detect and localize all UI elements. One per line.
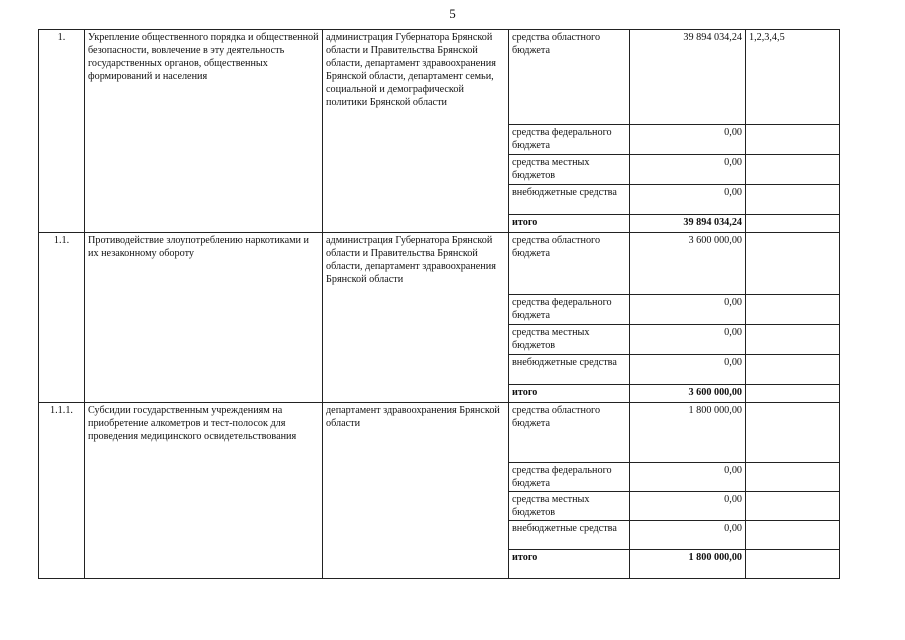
item-number: 1.: [39, 30, 85, 233]
funding-note: [746, 215, 840, 233]
funding-amount: 0,00: [630, 463, 746, 492]
funding-source: внебюджетные средства: [509, 185, 630, 215]
item-executor: департамент здравоохранения Брянской области: [323, 403, 509, 579]
funding-source: средства федерального бюджета: [509, 125, 630, 155]
funding-amount: 39 894 034,24: [630, 30, 746, 125]
funding-note: [746, 385, 840, 403]
funding-amount: 39 894 034,24: [630, 215, 746, 233]
funding-source: внебюджетные средства: [509, 355, 630, 385]
item-title: Субсидии государственным учреждениям на приобретение алкометров и тест-полосок для проведения медицинского освидетельствования: [85, 403, 323, 579]
funding-note: [746, 550, 840, 579]
funding-amount: 3 600 000,00: [630, 233, 746, 295]
funding-note: [746, 185, 840, 215]
funding-amount: 1 800 000,00: [630, 550, 746, 579]
item-number: 1.1.: [39, 233, 85, 403]
item-title: Укрепление общественного порядка и общественной безопасности, вовлечение в эту деятельность государственных органов, общественных формирований и населения: [85, 30, 323, 233]
item-executor: администрация Губернатора Брянской области и Правительства Брянской области, департамент здравоохранения Брянской области: [323, 233, 509, 403]
item-number: 1.1.1.: [39, 403, 85, 579]
budget-table: [38, 29, 840, 579]
funding-note: [746, 295, 840, 325]
page-number: 5: [449, 6, 456, 21]
funding-note: [746, 155, 840, 185]
funding-note: [746, 125, 840, 155]
funding-note: [746, 403, 840, 463]
funding-amount: 0,00: [630, 325, 746, 355]
funding-amount: 0,00: [630, 521, 746, 550]
funding-source: средства федерального бюджета: [509, 463, 630, 492]
funding-source: средства областного бюджета: [509, 30, 630, 125]
item-executor: администрация Губернатора Брянской области и Правительства Брянской области, департамент здравоохранения Брянской области, департамент семьи, социальной и демографической политики Брянской области: [323, 30, 509, 233]
funding-amount: 0,00: [630, 125, 746, 155]
funding-source: средства местных бюджетов: [509, 155, 630, 185]
item-title: Противодействие злоупотреблению наркотиками и их незаконному обороту: [85, 233, 323, 403]
funding-amount: 3 600 000,00: [630, 385, 746, 403]
funding-source: средства федерального бюджета: [509, 295, 630, 325]
funding-amount: 0,00: [630, 295, 746, 325]
funding-amount: 0,00: [630, 492, 746, 521]
funding-note: [746, 492, 840, 521]
funding-note: [746, 355, 840, 385]
funding-amount: 0,00: [630, 185, 746, 215]
funding-source: итого: [509, 550, 630, 579]
funding-note: [746, 463, 840, 492]
funding-note: [746, 233, 840, 295]
funding-amount: 0,00: [630, 155, 746, 185]
table-row: [39, 403, 840, 463]
funding-source: средства областного бюджета: [509, 403, 630, 463]
funding-source: внебюджетные средства: [509, 521, 630, 550]
funding-note: [746, 521, 840, 550]
table-row: [39, 233, 840, 295]
funding-source: средства местных бюджетов: [509, 492, 630, 521]
funding-note: [746, 325, 840, 355]
table-row: [39, 30, 840, 125]
funding-amount: 0,00: [630, 355, 746, 385]
funding-source: средства областного бюджета: [509, 233, 630, 295]
funding-amount: 1 800 000,00: [630, 403, 746, 463]
funding-source: средства местных бюджетов: [509, 325, 630, 355]
funding-note: 1,2,3,4,5: [746, 30, 840, 125]
funding-source: итого: [509, 385, 630, 403]
funding-source: итого: [509, 215, 630, 233]
